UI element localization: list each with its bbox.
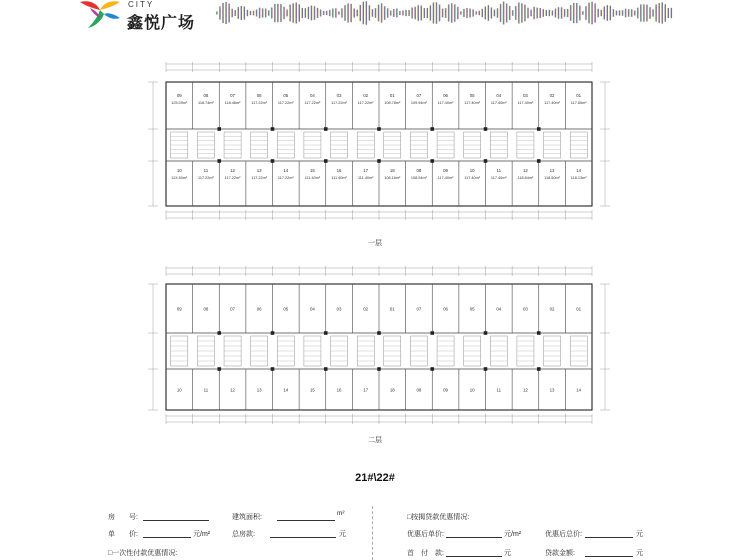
total-field[interactable] (270, 537, 336, 538)
unit-area: 109.94m² (410, 101, 427, 105)
unit-number[interactable]: 02 (549, 93, 555, 98)
unit-number[interactable]: 11 (203, 168, 209, 173)
onetime-title[interactable]: □一次性付款优惠情况: (108, 550, 178, 557)
mortgage-title[interactable]: □按揭贷款优惠情况: (407, 514, 470, 521)
unit-area: 117.40m² (464, 176, 481, 180)
unit-area: 118.50m² (544, 176, 560, 180)
area-unit: m² (337, 510, 345, 517)
unit-number[interactable]: 02 (363, 306, 369, 312)
unit-number[interactable]: 17 (363, 168, 369, 173)
unit-number[interactable]: 03 (336, 93, 342, 98)
unit-number[interactable]: 14 (283, 168, 289, 173)
unit-number[interactable]: 06 (443, 306, 449, 312)
total-label: 总房款: (232, 531, 255, 538)
unit-area: 117.22m² (198, 176, 214, 180)
unit-area: 124.50m² (171, 176, 188, 180)
unit-area: 117.40m² (517, 101, 534, 105)
down-payment-field[interactable] (446, 556, 502, 557)
unit-area: 125.09m² (171, 101, 188, 105)
disc-unit-price-label: 优惠后单价: (407, 531, 444, 538)
unit-number[interactable]: 07 (416, 93, 422, 98)
unit-area: 108.16m² (384, 176, 401, 180)
unit-number[interactable]: 09 (443, 168, 449, 173)
unit-number[interactable]: 14 (576, 168, 582, 173)
disc-total-unit: 元 (636, 531, 643, 538)
disc-total-label: 优惠后总价: (545, 531, 582, 538)
unit-number[interactable]: 14 (576, 387, 582, 393)
price-form (0, 504, 750, 560)
unit-number[interactable]: 11 (496, 168, 502, 173)
unit-number[interactable]: 07 (230, 306, 236, 312)
unit-number[interactable]: 16 (336, 387, 342, 393)
unit-number[interactable]: 06 (443, 93, 449, 98)
disc-unit-price-unit: 元/m² (504, 531, 522, 538)
logo-name: 鑫悦广场 (127, 15, 196, 32)
unit-number[interactable]: 18 (389, 387, 395, 393)
unit-area: 117.22m² (277, 101, 294, 105)
unit-number[interactable]: 03 (336, 306, 342, 312)
unit-number[interactable]: 10 (176, 387, 182, 393)
unit-area: 117.40m² (437, 101, 454, 105)
unit-price-unit: 元/m² (193, 531, 211, 538)
unit-area: 118.46m² (224, 101, 241, 105)
unit-number[interactable]: 01 (389, 306, 395, 312)
unit-number[interactable]: 07 (416, 306, 422, 312)
unit-number[interactable]: 05 (469, 93, 475, 98)
unit-number[interactable]: 02 (363, 93, 369, 98)
unit-number[interactable]: 18 (389, 168, 395, 173)
unit-number[interactable]: 04 (496, 93, 502, 98)
unit-number[interactable]: 09 (443, 387, 449, 393)
unit-area: 111.40m² (304, 176, 321, 180)
unit-number[interactable]: 06 (256, 93, 262, 98)
unit-number[interactable]: 13 (256, 387, 262, 393)
unit-area: 117.40m² (437, 176, 454, 180)
unit-area: 117.22m² (224, 176, 241, 180)
room-no-label: 房 号: (108, 514, 138, 521)
unit-area: 117.22m² (331, 101, 347, 105)
unit-area: 117.40m² (490, 176, 507, 180)
unit-area: 117.40m² (490, 101, 507, 105)
unit-number[interactable]: 17 (363, 387, 369, 393)
loan-unit: 元 (636, 550, 643, 557)
unit-area: 108.94m² (410, 176, 427, 180)
area-label: 建筑面积: (232, 514, 262, 521)
unit-area: 118.74m² (198, 101, 214, 105)
unit-number[interactable]: 05 (283, 93, 289, 98)
unit-number[interactable]: 02 (549, 306, 555, 312)
unit-number[interactable]: 13 (549, 168, 555, 173)
unit-number[interactable]: 04 (309, 306, 315, 312)
unit-area: 117.22m² (251, 176, 268, 180)
unit-number[interactable]: 10 (469, 387, 475, 393)
form-divider (372, 506, 373, 560)
room-no-field[interactable] (143, 520, 209, 521)
unit-price-label: 单 价: (108, 531, 138, 538)
total-unit: 元 (339, 531, 346, 538)
disc-unit-price-field[interactable] (446, 537, 502, 538)
unit-number[interactable]: 03 (522, 306, 528, 312)
unit-number[interactable]: 16 (336, 168, 342, 173)
unit-number[interactable]: 08 (203, 306, 209, 312)
unit-area: 117.22m² (357, 101, 374, 105)
unit-number[interactable]: 15 (309, 168, 315, 173)
unit-area: 111.40m² (357, 176, 374, 180)
unit-area: 108.78m² (384, 101, 401, 105)
unit-area: 118.64m² (517, 176, 534, 180)
unit-number[interactable]: 01 (576, 306, 582, 312)
unit-number[interactable]: 11 (203, 387, 209, 393)
unit-price-field[interactable] (143, 537, 191, 538)
unit-area: 118.13m² (570, 176, 587, 180)
down-payment-unit: 元 (504, 550, 511, 557)
unit-area: 117.22m² (277, 176, 294, 180)
unit-number[interactable]: 14 (283, 387, 289, 393)
unit-number[interactable]: 11 (496, 387, 502, 393)
unit-number[interactable]: 15 (309, 387, 315, 393)
unit-number[interactable]: 01 (389, 93, 395, 98)
disc-total-field[interactable] (585, 537, 633, 538)
logo-city-text: CITY (128, 0, 155, 9)
area-field[interactable] (277, 520, 335, 521)
unit-area: 111.40m² (331, 176, 347, 180)
unit-area: 117.22m² (304, 101, 321, 105)
unit-number[interactable]: 09 (176, 306, 182, 312)
floor2-label: 二层 (368, 437, 382, 444)
down-payment-label: 首 付 款: (407, 550, 444, 557)
unit-area: 117.40m² (544, 101, 560, 105)
unit-number[interactable]: 12 (230, 168, 236, 173)
unit-number[interactable]: 06 (256, 306, 262, 312)
unit-number[interactable]: 05 (469, 306, 475, 312)
unit-number[interactable]: 10 (469, 168, 475, 173)
unit-number[interactable]: 01 (576, 93, 582, 98)
unit-number[interactable]: 09 (176, 93, 182, 98)
unit-area: 117.65m² (570, 101, 587, 105)
unit-number[interactable]: 08 (416, 387, 422, 393)
unit-number[interactable]: 12 (522, 168, 528, 173)
unit-number[interactable]: 13 (256, 168, 262, 173)
floor1-label: 一层 (368, 240, 382, 247)
loan-field[interactable] (585, 556, 633, 557)
building-number: 21#\22# (355, 472, 395, 484)
unit-number[interactable]: 08 (416, 168, 422, 173)
floor2-plan (148, 266, 610, 424)
unit-area: 117.40m² (464, 101, 481, 105)
unit-number[interactable]: 07 (230, 93, 236, 98)
unit-number[interactable]: 03 (522, 93, 528, 98)
unit-number[interactable]: 13 (549, 387, 555, 393)
unit-number[interactable]: 12 (230, 387, 236, 393)
unit-number[interactable]: 12 (522, 387, 528, 393)
unit-number[interactable]: 10 (176, 168, 182, 173)
unit-area: 117.22m² (251, 101, 268, 105)
loan-label: 贷款金额: (545, 550, 575, 557)
unit-number[interactable]: 05 (283, 306, 289, 312)
unit-number[interactable]: 04 (496, 306, 502, 312)
unit-number[interactable]: 08 (203, 93, 209, 98)
unit-number[interactable]: 04 (309, 93, 315, 98)
floor1-plan (148, 62, 610, 220)
